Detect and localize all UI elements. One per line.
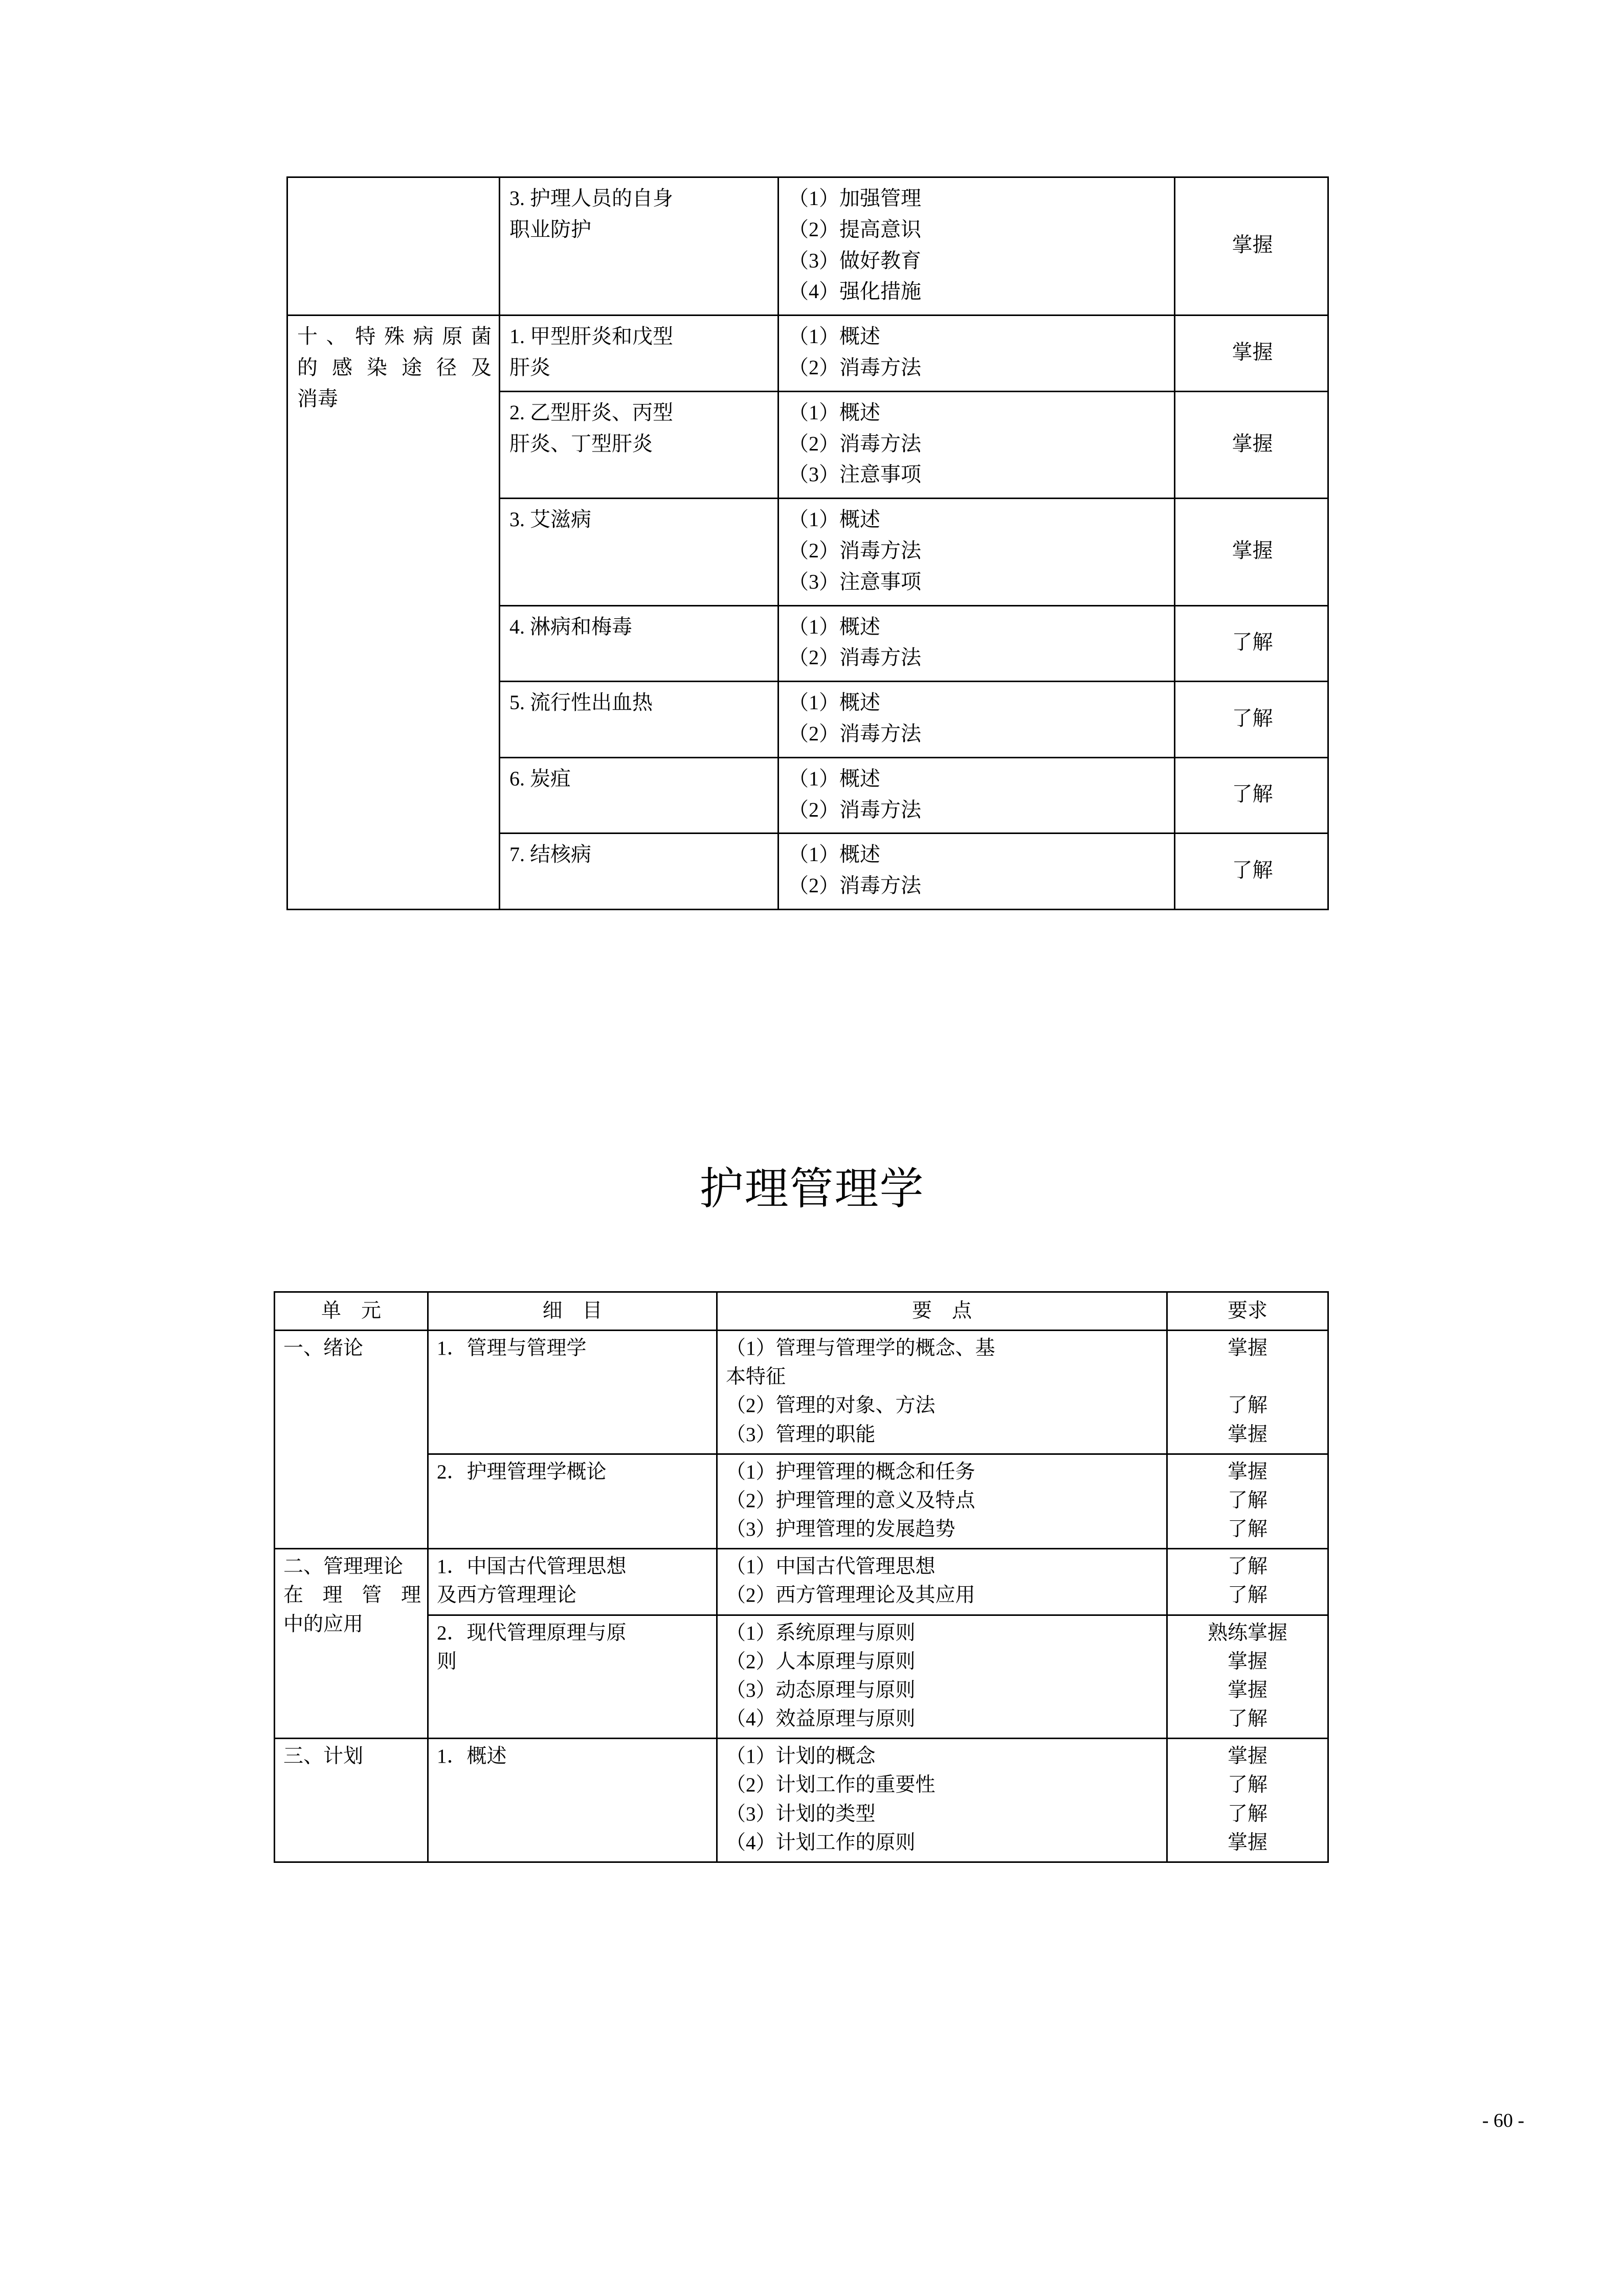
requirement-line: 掌握 — [1227, 1650, 1267, 1673]
column-header-requirement: 要求 — [1167, 1292, 1328, 1331]
requirement-line: 掌握 — [1227, 1337, 1267, 1360]
points-cell — [717, 1549, 1167, 1615]
points-cell — [778, 499, 1175, 605]
column-header-item: 细 目 — [428, 1292, 717, 1331]
item-line: 3. 护理人员的自身 — [509, 187, 673, 210]
table-row — [275, 1454, 1328, 1548]
requirement-cell — [1167, 1331, 1328, 1454]
requirement-line: 熟练掌握 — [1207, 1622, 1287, 1644]
item-line: 2．现代管理原理与原 — [437, 1622, 627, 1644]
syllabus-table-disinfection — [286, 176, 1329, 910]
item-line: 7. 结核病 — [509, 843, 591, 866]
item-cell — [500, 316, 778, 392]
requirement-cell: 掌握 — [1175, 391, 1328, 498]
requirement-line — [1168, 1363, 1327, 1391]
requirement-cell: 了解 — [1175, 605, 1328, 682]
point-line: （2）西方管理理论及其应用 — [726, 1584, 975, 1607]
points-cell — [778, 605, 1175, 682]
points-cell — [778, 316, 1175, 392]
point-line: （2）消毒方法 — [788, 722, 921, 745]
point-line: （3）注意事项 — [788, 463, 921, 486]
column-header-points: 要 点 — [717, 1292, 1167, 1331]
item-line: 及西方管理理论 — [437, 1584, 577, 1607]
table-header-row — [275, 1292, 1328, 1331]
item-line: 肝炎、丁型肝炎 — [509, 432, 653, 455]
item-line: 1．中国古代管理思想 — [437, 1556, 627, 1578]
requirement-line: 了解 — [1227, 1803, 1267, 1825]
requirement-line: 掌握 — [1227, 1423, 1267, 1446]
requirement-line: 了解 — [1227, 1556, 1267, 1578]
requirement-line: 了解 — [1227, 1489, 1267, 1512]
points-cell — [717, 1454, 1167, 1548]
requirement-cell — [1167, 1739, 1328, 1862]
requirement-cell — [1167, 1549, 1328, 1615]
unit-line: 中的应用 — [283, 1613, 364, 1635]
points-cell — [717, 1739, 1167, 1862]
point-line: （2）计划工作的重要性 — [726, 1774, 936, 1796]
table-row — [275, 1331, 1328, 1454]
requirement-line: 了解 — [1227, 1708, 1267, 1730]
point-line: （1）护理管理的概念和任务 — [726, 1460, 975, 1483]
point-line: （3）动态原理与原则 — [726, 1679, 916, 1701]
item-cell — [428, 1454, 717, 1548]
point-line: （3）注意事项 — [788, 570, 921, 593]
item-cell — [428, 1615, 717, 1739]
item-line: 1．概述 — [437, 1745, 507, 1768]
point-line: （1）概述 — [788, 508, 880, 531]
table-row — [287, 177, 1328, 316]
point-line: （3）管理的职能 — [726, 1423, 876, 1446]
requirement-cell — [1167, 1454, 1328, 1548]
unit-line: 三、计划 — [283, 1745, 364, 1768]
points-cell — [778, 834, 1175, 910]
requirement-line: 掌握 — [1227, 1679, 1267, 1701]
point-line: （1）概述 — [788, 843, 880, 866]
item-line: 1．管理与管理学 — [437, 1337, 587, 1360]
requirement-line: 掌握 — [1227, 1745, 1267, 1768]
item-cell — [500, 834, 778, 910]
point-line: （1）计划的概念 — [726, 1745, 876, 1768]
table-row — [287, 316, 1328, 392]
unit-line: 消毒 — [297, 387, 338, 410]
unit-cell — [275, 1331, 428, 1549]
item-line: 则 — [437, 1650, 457, 1673]
point-line: 本特征 — [726, 1366, 786, 1388]
requirement-cell — [1167, 1615, 1328, 1739]
unit-line: 一、绪论 — [283, 1337, 364, 1360]
item-line: 2. 乙型肝炎、丙型 — [509, 400, 673, 424]
point-line: （1）加强管理 — [788, 187, 921, 210]
point-line: （4）计划工作的原则 — [726, 1831, 916, 1854]
point-line: （2）消毒方法 — [788, 798, 921, 821]
points-cell — [778, 391, 1175, 498]
requirement-cell: 了解 — [1175, 834, 1328, 910]
points-cell — [717, 1331, 1167, 1454]
point-line: （1）概述 — [788, 767, 880, 790]
points-cell — [717, 1615, 1167, 1739]
unit-cell — [275, 1549, 428, 1739]
item-line: 肝炎 — [509, 355, 550, 379]
requirement-cell: 了解 — [1175, 682, 1328, 758]
page-number: - 60 - — [1482, 2110, 1524, 2131]
item-line: 职业防护 — [509, 217, 591, 241]
item-line: 3. 艾滋病 — [509, 508, 591, 531]
point-line: （2）消毒方法 — [788, 432, 921, 455]
point-line: （2）管理的对象、方法 — [726, 1394, 936, 1417]
points-cell — [778, 757, 1175, 834]
point-line: （3）计划的类型 — [726, 1803, 876, 1825]
requirement-line: 掌握 — [1227, 1831, 1267, 1854]
table-row — [275, 1549, 1328, 1615]
requirement-line: 了解 — [1227, 1584, 1267, 1607]
unit-line: 二、管理理论 — [283, 1556, 404, 1578]
requirement-cell: 掌握 — [1175, 177, 1328, 316]
item-cell — [428, 1549, 717, 1615]
table-row — [275, 1615, 1328, 1739]
unit-cell — [275, 1739, 428, 1862]
requirement-cell: 掌握 — [1175, 316, 1328, 392]
unit-cell — [287, 177, 500, 316]
item-cell — [500, 605, 778, 682]
points-cell — [778, 682, 1175, 758]
point-line: （2）消毒方法 — [788, 538, 921, 562]
requirement-line: 了解 — [1227, 1518, 1267, 1541]
unit-line: 十、特殊病原菌 — [297, 325, 492, 348]
page-title: 护理管理学 — [699, 1163, 925, 1214]
item-cell — [500, 391, 778, 498]
point-line: （1）概述 — [788, 691, 880, 714]
requirement-cell: 了解 — [1175, 757, 1328, 834]
item-cell — [500, 757, 778, 834]
point-line: （4）效益原理与原则 — [726, 1708, 916, 1730]
point-line: （3）护理管理的发展趋势 — [726, 1518, 955, 1541]
point-line: （2）护理管理的意义及特点 — [726, 1489, 975, 1512]
item-cell — [500, 682, 778, 758]
point-line: （1）概述 — [788, 325, 880, 348]
item-cell — [500, 499, 778, 605]
item-line: 2．护理管理学概论 — [437, 1460, 607, 1483]
syllabus-table-nursing-management — [274, 1291, 1329, 1863]
item-line: 1. 甲型肝炎和戊型 — [509, 325, 673, 348]
point-line: （3）做好教育 — [788, 249, 921, 272]
requirement-line: 了解 — [1227, 1774, 1267, 1796]
item-line: 4. 淋病和梅毒 — [509, 615, 632, 638]
point-line: （2）消毒方法 — [788, 646, 921, 669]
point-line: （2）消毒方法 — [788, 874, 921, 897]
item-line: 5. 流行性出血热 — [509, 691, 653, 714]
points-cell — [778, 177, 1175, 316]
table-row — [275, 1739, 1328, 1862]
point-line: （4）强化措施 — [788, 280, 921, 303]
unit-cell — [287, 316, 500, 910]
point-line: （1）概述 — [788, 400, 880, 424]
point-line: （2）提高意识 — [788, 217, 921, 241]
item-cell — [500, 177, 778, 316]
column-header-unit: 单 元 — [275, 1292, 428, 1331]
point-line: （2）人本原理与原则 — [726, 1650, 916, 1673]
item-cell — [428, 1331, 717, 1454]
requirement-line: 了解 — [1227, 1394, 1267, 1417]
requirement-cell: 掌握 — [1175, 499, 1328, 605]
item-cell — [428, 1739, 717, 1862]
point-line: （1）概述 — [788, 615, 880, 638]
point-line: （1）管理与管理学的概念、基 — [726, 1337, 995, 1360]
item-line: 6. 炭疽 — [509, 767, 571, 790]
point-line: （1）系统原理与原则 — [726, 1622, 916, 1644]
point-line: （2）消毒方法 — [788, 355, 921, 379]
point-line: （1）中国古代管理思想 — [726, 1556, 936, 1578]
unit-line: 的感染途径及 — [297, 355, 492, 379]
unit-line: 在 理 管 理 — [283, 1584, 421, 1607]
requirement-line: 掌握 — [1227, 1460, 1267, 1483]
